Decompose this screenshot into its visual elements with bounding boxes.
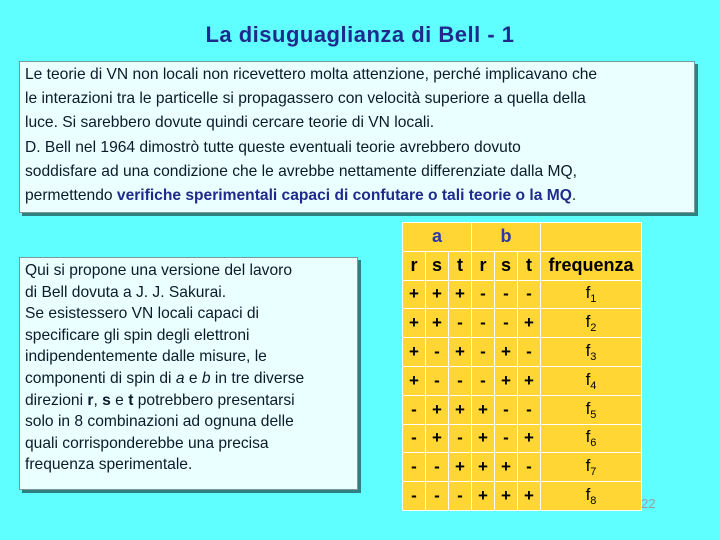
- table-row: [403, 338, 642, 367]
- spin-sign-cell: -: [495, 280, 518, 309]
- sakurai-line: specificare gli spin degli elettroni: [25, 326, 250, 344]
- intro-line: Le teorie di VN non locali non ricevettero molta attenzione, perché implicavano che: [25, 66, 598, 83]
- sakurai-line: solo in 8 combinazioni ad ognuna delle: [25, 413, 294, 431]
- frequency-symbol: f: [585, 427, 591, 447]
- frequency-index: 8: [590, 495, 597, 508]
- spin-sign-cell: -: [518, 338, 541, 367]
- sakurai-line: indipendentemente dalle misure, le: [25, 348, 267, 366]
- spin-sign-cell: +: [495, 338, 518, 367]
- spin-sign-cell: -: [495, 395, 518, 424]
- sakurai-text: direzioni: [25, 391, 88, 409]
- frequency-index: 4: [590, 379, 597, 392]
- table-row: [403, 424, 642, 453]
- frequency-symbol: f: [585, 456, 591, 476]
- frequency-cell: [541, 395, 642, 424]
- frequency-index: 3: [590, 351, 597, 364]
- spin-sign-cell: -: [403, 482, 426, 511]
- spin-sign-cell: +: [426, 424, 449, 453]
- slide-title: La disuguaglianza di Bell - 1: [205, 22, 515, 47]
- sakurai-text: potrebbero presentarsi: [133, 391, 295, 409]
- spin-sign-cell: +: [449, 280, 472, 309]
- spin-sign-cell: +: [518, 482, 541, 511]
- spin-sign-cell: -: [518, 280, 541, 309]
- group-header-row: [403, 223, 642, 252]
- intro-line: luce. Si sarebbero dovute quindi cercare teorie di VN locali.: [25, 114, 435, 132]
- spin-sign-cell: +: [403, 309, 426, 338]
- table-row: [403, 395, 642, 424]
- sakurai-text: e: [184, 369, 202, 387]
- spin-sign-cell: +: [426, 280, 449, 309]
- sakurai-textbox: [19, 257, 358, 490]
- spin-sign-cell: +: [518, 424, 541, 453]
- spin-sign-cell: +: [403, 280, 426, 309]
- spin-sign-cell: -: [472, 309, 495, 338]
- spin-sign-cell: -: [449, 482, 472, 511]
- frequency-symbol: f: [585, 369, 591, 389]
- frequency-cell: [541, 309, 642, 338]
- frequency-symbol: f: [585, 283, 591, 303]
- sakurai-line: [25, 390, 357, 412]
- intro-line: soddisfare ad una condizione che le avrebbe nettamente differenziate dalla MQ,: [25, 162, 577, 180]
- spin-sign-cell: +: [426, 309, 449, 338]
- table-row: [403, 366, 642, 395]
- spin-sign-cell: -: [472, 280, 495, 309]
- spin-sign-cell: -: [495, 424, 518, 453]
- spin-sign-cell: +: [449, 453, 472, 482]
- spin-sign-cell: +: [403, 366, 426, 395]
- spin-sign-cell: -: [403, 424, 426, 453]
- spin-sign-cell: +: [472, 453, 495, 482]
- frequency-index: 2: [590, 322, 597, 335]
- column-header-row: [403, 251, 642, 280]
- highlighted-statement: verifiche sperimentali capaci di confutare o tali teorie o la MQ: [116, 187, 572, 205]
- column-header: s: [495, 251, 518, 280]
- intro-line: D. Bell nel 1964 dimostrò tutte queste eventuali teorie avrebbero dovuto: [25, 138, 521, 156]
- frequency-index: 1: [590, 293, 597, 306]
- spin-sign-cell: -: [472, 338, 495, 367]
- spin-sign-cell: -: [472, 366, 495, 395]
- spin-sign-cell: -: [403, 395, 426, 424]
- sakurai-line: Qui si propone una versione del lavoro: [25, 262, 292, 279]
- column-header: r: [472, 251, 495, 280]
- frequency-index: 7: [590, 466, 597, 479]
- table-row: [403, 309, 642, 338]
- page-number: 22: [641, 496, 656, 511]
- spin-sign-cell: -: [426, 338, 449, 367]
- spin-sign-cell: +: [472, 482, 495, 511]
- frequency-cell: [541, 366, 642, 395]
- spin-sign-cell: -: [449, 309, 472, 338]
- sakurai-text: ,: [93, 391, 103, 409]
- spin-sign-cell: +: [449, 395, 472, 424]
- sakurai-text: componenti di spin di: [25, 369, 176, 387]
- spin-sign-cell: +: [495, 482, 518, 511]
- spin-sign-cell: +: [449, 338, 472, 367]
- sakurai-line: quali corrisponderebbe una precisa: [25, 434, 269, 452]
- frequency-symbol: f: [585, 398, 591, 418]
- group-a-header: a: [403, 223, 472, 252]
- sakurai-line: [25, 368, 357, 390]
- sakurai-line: Se esistessero VN locali capaci di: [25, 305, 260, 323]
- spin-sign-cell: -: [449, 366, 472, 395]
- particle-b: b: [201, 369, 211, 387]
- spin-sign-cell: +: [403, 338, 426, 367]
- sakurai-text: in tre diverse: [210, 369, 305, 387]
- spin-sign-cell: -: [403, 453, 426, 482]
- intro-textbox: [19, 61, 695, 213]
- column-header: frequenza: [541, 251, 642, 280]
- direction-t: t: [128, 391, 134, 409]
- table-body: [403, 223, 642, 511]
- empty-header-cell: [541, 223, 642, 252]
- spin-sign-cell: -: [426, 482, 449, 511]
- intro-line: [25, 184, 694, 208]
- table-row: [403, 482, 642, 511]
- intro-text: .: [571, 187, 577, 205]
- direction-s: s: [102, 391, 111, 409]
- frequency-cell: [541, 424, 642, 453]
- frequency-symbol: f: [585, 312, 591, 332]
- spin-sign-cell: -: [449, 424, 472, 453]
- intro-line: le interazioni tra le particelle si propagassero con velocità superiore a quella della: [25, 90, 586, 108]
- spin-combinations-table: [402, 222, 642, 511]
- sakurai-text: e: [110, 391, 129, 409]
- column-header: t: [449, 251, 472, 280]
- spin-sign-cell: +: [472, 424, 495, 453]
- particle-a: a: [175, 369, 185, 387]
- direction-r: r: [87, 391, 94, 409]
- column-header: s: [426, 251, 449, 280]
- spin-sign-cell: +: [495, 366, 518, 395]
- spin-sign-cell: -: [518, 395, 541, 424]
- frequency-cell: [541, 453, 642, 482]
- spin-sign-cell: -: [518, 453, 541, 482]
- spin-sign-cell: -: [495, 309, 518, 338]
- spin-sign-cell: +: [495, 453, 518, 482]
- table-row: [403, 453, 642, 482]
- frequency-cell: [541, 280, 642, 309]
- column-header: r: [403, 251, 426, 280]
- frequency-symbol: f: [585, 341, 591, 361]
- frequency-cell: [541, 338, 642, 367]
- frequency-index: 6: [590, 437, 597, 450]
- intro-text: permettendo: [25, 187, 117, 205]
- spin-sign-cell: +: [426, 395, 449, 424]
- frequency-symbol: f: [585, 485, 591, 505]
- sakurai-line: frequenza sperimentale.: [25, 456, 193, 474]
- column-header: t: [518, 251, 541, 280]
- group-b-header: b: [472, 223, 541, 252]
- spin-sign-cell: -: [426, 453, 449, 482]
- sakurai-line: di Bell dovuta a J. J. Sakurai.: [25, 283, 227, 301]
- spin-sign-cell: +: [472, 395, 495, 424]
- table-row: [403, 280, 642, 309]
- spin-sign-cell: +: [518, 309, 541, 338]
- spin-sign-cell: +: [518, 366, 541, 395]
- spin-sign-cell: -: [426, 366, 449, 395]
- frequency-cell: [541, 482, 642, 511]
- frequency-index: 5: [590, 408, 597, 421]
